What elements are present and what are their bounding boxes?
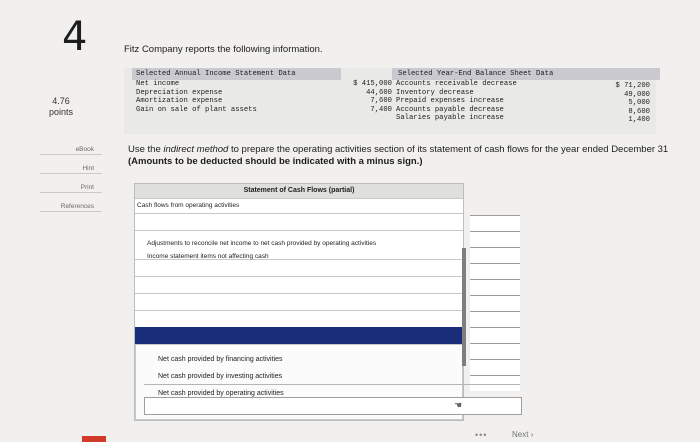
balance-label: Inventory decrease [396,88,474,97]
cursor-hand-icon: ☚ [454,400,463,410]
balance-labels [396,80,517,123]
dropdown-scrollbar[interactable] [462,248,466,366]
references-link[interactable]: References [40,203,102,212]
amount-input[interactable] [470,247,520,263]
balance-values [594,82,650,125]
points-value: 4.76 [52,96,70,106]
income-label: Gain on sale of plant assets [136,105,257,114]
prev-indicator[interactable] [82,436,106,442]
worksheet-title: Statement of Cash Flows (partial) [135,184,463,199]
hint-link[interactable]: Hint [40,165,102,174]
income-value: 7,600 [370,97,392,106]
income-value: 44,600 [366,88,392,97]
balance-label: Prepaid expenses increase [396,97,504,106]
balance-label: Salaries payable increase [396,114,504,123]
balance-value: $ 71,200 [615,82,650,90]
balance-value: 1,400 [628,116,650,125]
balance-value: 5,000 [628,99,650,108]
instructions-note: (Amounts to be deducted should be indicated with a minus sign.) [128,155,423,167]
worksheet-rows [135,213,463,230]
dropdown-option[interactable]: Net cash provided by operating activities [158,390,284,397]
chevron-right-icon: › [530,430,534,439]
adjustments-section [135,230,463,259]
balance-value: 49,000 [624,90,650,99]
amount-column [470,215,520,391]
question-prompt: Fitz Company reports the following information. [124,44,323,55]
ebook-link[interactable]: eBook [40,146,102,155]
dropdown-selected-row[interactable] [135,327,463,344]
dropdown-option[interactable]: Net cash provided by investing activities [158,373,283,380]
income-statement-header: Selected Annual Income Statement Data [132,68,341,80]
instructions-text: Use the [128,144,164,155]
instructions-text-end: to prepare the operating activities section of its statement of cash flows for the year ended December 31 [228,144,669,155]
amount-input[interactable] [470,231,520,247]
sidebar [40,146,102,222]
amount-input[interactable] [470,327,520,343]
balance-sheet-header: Selected Year-End Balance Sheet Data [392,68,660,80]
dropdown-option[interactable]: Net cash provided by financing activities [158,356,283,363]
amount-input[interactable] [470,215,520,231]
income-label: Depreciation expense [136,88,223,97]
amount-input[interactable] [470,343,520,359]
income-labels [136,80,257,114]
print-link[interactable]: Print [40,184,102,193]
balance-value: 8,600 [628,107,650,116]
instructions [128,144,700,167]
more-dots-icon[interactable]: ••• [475,430,488,440]
income-label: Net income [136,80,180,88]
entry-row[interactable] [135,310,463,327]
noncash-items-label: Income statement items not affecting cash [147,253,269,260]
next-button[interactable] [512,430,533,439]
worksheet-rows [135,259,463,327]
entry-row[interactable] [135,293,463,310]
entry-row[interactable] [135,276,463,293]
amount-input[interactable] [470,279,520,295]
points-display [44,96,78,118]
income-label: Amortization expense [136,97,223,106]
total-row-divider [144,384,520,398]
total-row-input[interactable] [144,397,522,415]
next-label: Next [512,430,529,439]
adjustments-label: Adjustments to reconcile net income to net cash provided by operating activities [147,240,377,247]
balance-label: Accounts payable decrease [396,105,504,114]
amount-input[interactable] [470,359,520,375]
amount-input[interactable] [470,263,520,279]
amount-input[interactable] [470,311,520,327]
instructions-method: indirect method [163,144,229,155]
operating-activities-row: Cash flows from operating activities [137,202,240,209]
question-number: 4 [62,14,88,60]
amount-input[interactable] [470,295,520,311]
points-label: points [48,107,74,117]
income-value: 7,400 [370,105,392,114]
income-values [336,80,392,114]
balance-label: Accounts receivable decrease [396,80,517,88]
income-value: $ 415,000 [353,80,392,88]
entry-row[interactable] [135,213,463,230]
given-data-box [124,68,656,134]
